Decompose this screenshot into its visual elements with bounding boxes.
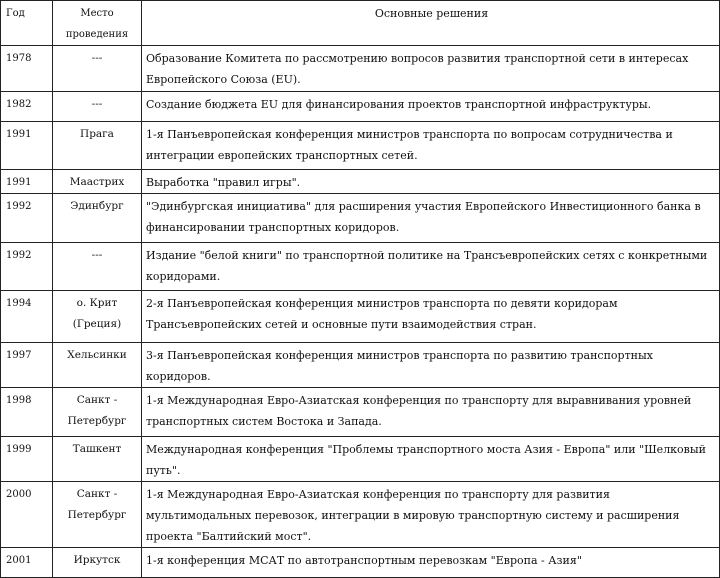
header-row (1, 1, 720, 46)
row-year: 1992 (1, 243, 53, 291)
row-year: 1997 (1, 343, 53, 388)
row-year: 1982 (1, 92, 53, 122)
header-place: Место проведения (53, 1, 142, 46)
row-year: 1978 (1, 46, 53, 92)
row-place: о. Крит (Греция) (53, 291, 142, 343)
row-place: --- (53, 46, 142, 92)
row-decision: Издание "белой книги" по транспортной политике на Трансъевропейских сетях с конкретными коридорами. (142, 243, 720, 291)
row-place: Прага (53, 122, 142, 170)
row-decision: Выработка "правил игры". (142, 170, 720, 194)
row-decision: 1-я конференция МСАТ по автотранспортным перевозкам "Европа - Азия" (142, 548, 720, 578)
row-place: Санкт - Петербург (53, 482, 142, 548)
row-year: 1991 (1, 170, 53, 194)
row-place: Иркутск (53, 548, 142, 578)
table-row (1, 482, 720, 548)
row-decision: 1-я Международная Евро-Азиатская конференция по транспорту для развития мультимодальных перевозок, интеграции в мировую транспортную систему и расширения проекта "Балтийский мост". (142, 482, 720, 548)
row-decision: 1-я Международная Евро-Азиатская конференция по транспорту для выравнивания уровней транспортных систем Востока и Запада. (142, 388, 720, 437)
table-row (1, 170, 720, 194)
table-row (1, 194, 720, 243)
table-row (1, 291, 720, 343)
row-place: Эдинбург (53, 194, 142, 243)
table-row (1, 548, 720, 578)
row-year: 2000 (1, 482, 53, 548)
header-year: Год (1, 1, 53, 46)
row-year: 1992 (1, 194, 53, 243)
row-decision: Создание бюджета EU для финансирования проектов транспортной инфраструктуры. (142, 92, 720, 122)
row-place: --- (53, 92, 142, 122)
row-decision: Образование Комитета по рассмотрению вопросов развития транспортной сети в интересах Европейского Союза (EU). (142, 46, 720, 92)
row-place: --- (53, 243, 142, 291)
header-decisions: Основные решения (142, 1, 720, 46)
row-decision: Международная конференция "Проблемы транспортного моста Азия - Европа" или "Шелковый путь". (142, 437, 720, 482)
row-decision: 3-я Панъевропейская конференция министров транспорта по развитию транспортных коридоров. (142, 343, 720, 388)
table-row (1, 437, 720, 482)
table-row (1, 122, 720, 170)
row-place: Санкт - Петербург (53, 388, 142, 437)
row-year: 1991 (1, 122, 53, 170)
row-place: Хельсинки (53, 343, 142, 388)
row-year: 1998 (1, 388, 53, 437)
row-year: 2001 (1, 548, 53, 578)
row-decision: "Эдинбургская инициатива" для расширения участия Европейского Инвестиционного банка в финансировании транспортных коридоров. (142, 194, 720, 243)
row-decision: 1-я Панъевропейская конференция министров транспорта по вопросам сотрудничества и интеграции европейских транспортных сетей. (142, 122, 720, 170)
row-year: 1994 (1, 291, 53, 343)
table-row (1, 92, 720, 122)
row-decision: 2-я Панъевропейская конференция министров транспорта по девяти коридорам Трансъевропейских сетей и основные пути взаимодействия стран. (142, 291, 720, 343)
row-place: Маастрих (53, 170, 142, 194)
table-row (1, 343, 720, 388)
table-row (1, 388, 720, 437)
row-place: Ташкент (53, 437, 142, 482)
table-row (1, 46, 720, 92)
row-year: 1999 (1, 437, 53, 482)
table-row (1, 243, 720, 291)
